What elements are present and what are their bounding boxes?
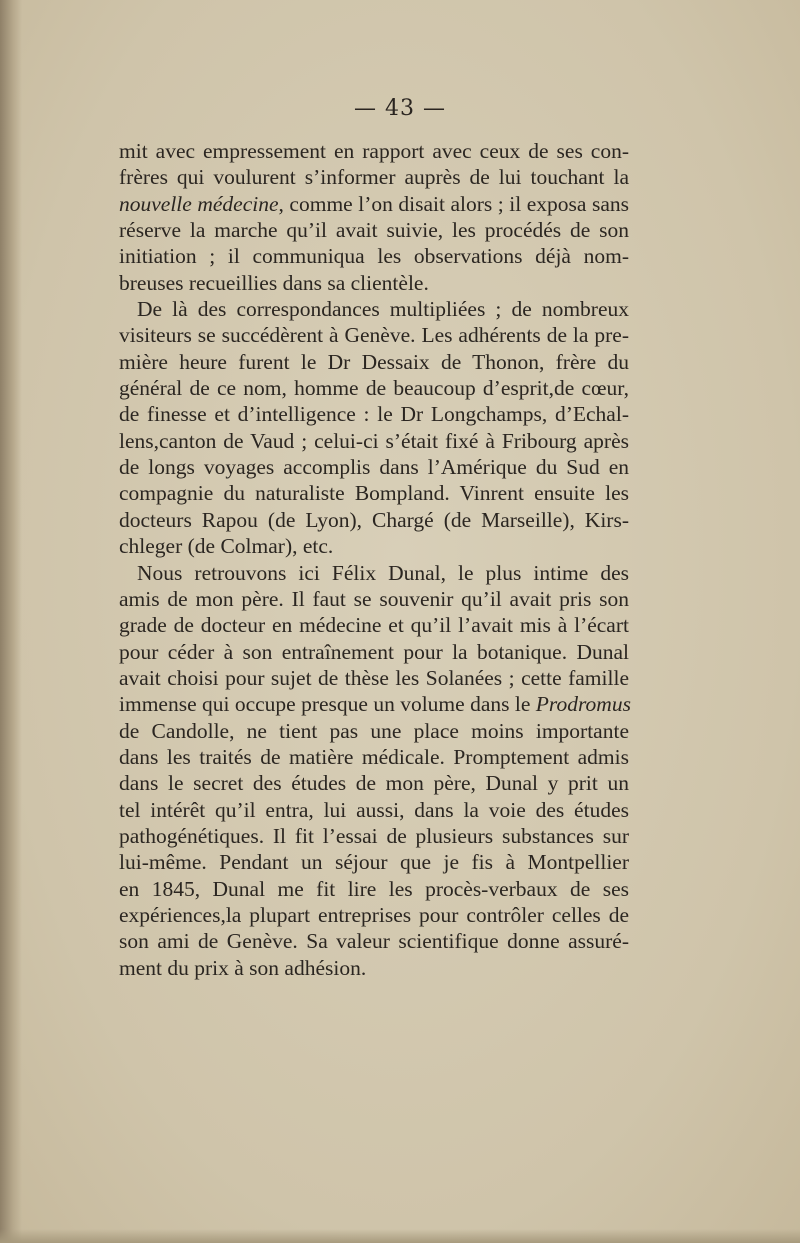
text-line: lens,canton de Vaud ; celui-ci s’était fixé à Fribourg après: [119, 428, 629, 453]
text-line: de finesse et d’intelligence : le Dr Longchamps, d’Echal-: [119, 402, 629, 427]
page-bottom-edge: [0, 1229, 800, 1243]
text-line: breuses recueillies dans sa clientèle.: [119, 270, 429, 295]
text-line: [119, 691, 629, 717]
text-line: tel intérêt qu’il entra, lui aussi, dans la voie des études: [119, 797, 629, 822]
text-line: dans le secret des études de mon père, Dunal y prit un: [119, 771, 629, 796]
text-line: amis de mon père. Il faut se souvenir qu’il avait pris son: [119, 586, 629, 611]
text-line: pour céder à son entraînement pour la botanique. Dunal: [119, 639, 629, 664]
text-line: mit avec empressement en rapport avec ceux de ses con-: [119, 139, 629, 163]
text-fragment: , comme l’on disait alors ; il exposa sans: [278, 191, 630, 216]
italic-term: Prodromus: [535, 692, 631, 717]
text-line: grade de docteur en médecine et qu’il l’avait mis à l’écart: [119, 613, 629, 638]
text-line: [119, 191, 629, 217]
body-text: [119, 138, 629, 981]
italic-term: nouvelle médecine: [119, 191, 279, 216]
text-line: ment du prix à son adhésion.: [119, 955, 367, 980]
text-line: Nous retrouvons ici Félix Dunal, le plus intime des: [137, 560, 629, 585]
binding-edge: [0, 0, 22, 1243]
text-line: son ami de Genève. Sa valeur scientifique donne assuré-: [119, 929, 629, 954]
text-line: docteurs Rapou (de Lyon), Chargé (de Marseille), Kirs-: [119, 507, 629, 532]
text-line: expériences,la plupart entreprises pour contrôler celles de: [119, 902, 629, 927]
text-line: dans les traités de matière médicale. Promptement admis: [119, 744, 629, 769]
text-line: général de ce nom, homme de beaucoup d’esprit,de cœur,: [119, 376, 629, 401]
text-line: en 1845, Dunal me fit lire les procès-verbaux de ses: [119, 876, 629, 901]
text-line: de longs voyages accomplis dans l’Amérique du Sud en: [119, 455, 629, 480]
text-line: De là des correspondances multipliées ; de nombreux: [137, 297, 629, 322]
text-line: chleger (de Colmar), etc.: [119, 534, 334, 559]
text-fragment: immense qui occupe presque un volume dans le: [119, 692, 536, 717]
text-line: réserve la marche qu’il avait suivie, les procédés de son: [119, 218, 629, 243]
page-number: — 43 —: [354, 96, 446, 121]
text-line: initiation ; il communiqua les observations déjà nom-: [119, 244, 629, 269]
text-line: pathogénétiques. Il fit l’essai de plusieurs substances sur: [119, 823, 629, 848]
text-line: frères qui voulurent s’informer auprès de lui touchant la: [119, 165, 629, 190]
text-line: visiteurs se succédèrent à Genève. Les adhérents de la pre-: [119, 323, 629, 348]
text-line: compagnie du naturaliste Bompland. Vinrent ensuite les: [119, 481, 629, 506]
text-line: lui-même. Pendant un séjour que je fis à Montpellier: [119, 850, 629, 875]
text-line: avait choisi pour sujet de thèse les Solanées ; cette famille: [119, 665, 629, 690]
text-line: de Candolle, ne tient pas une place moins importante: [119, 718, 629, 743]
text-line: mière heure furent le Dr Dessaix de Thonon, frère du: [119, 349, 629, 374]
